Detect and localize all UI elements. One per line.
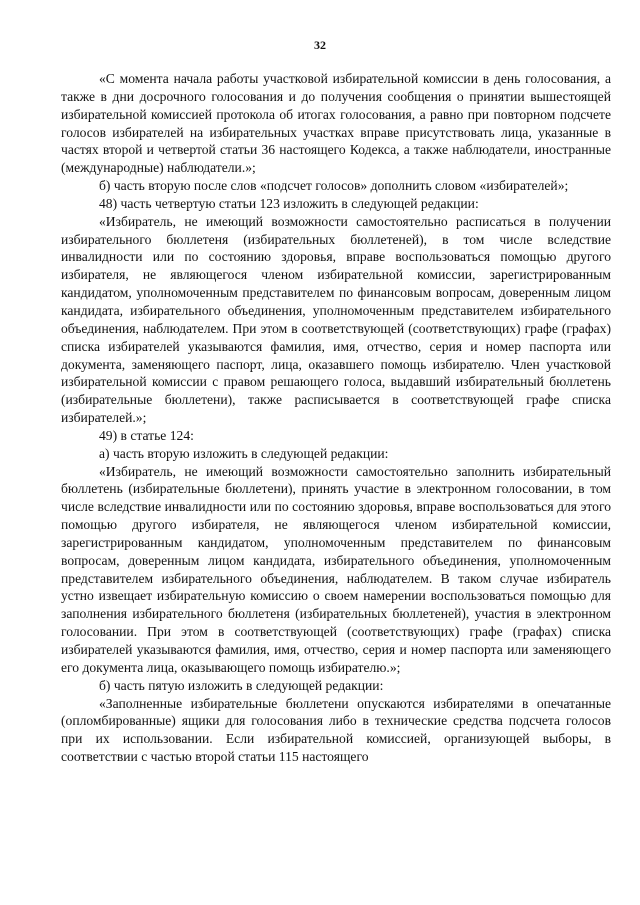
paragraph-item-49: 49) в статье 124: [99,427,194,443]
paragraph-item-48: 48) часть четвертую статьи 123 изложить в следующей редакции: [99,195,479,211]
page-number: 32 [314,38,326,52]
paragraph-quote-voter-assistance: «Избиратель, не имеющий возможности самостоятельно заполнить избирательный бюллетень (избирательные бюллетени), принять участие в электронном голосовании, в том числе вследствие инвалидности или по состоянию здоровья, вправе воспользоваться для этого помощью другого избирателя, не являющегося членом избирательной комиссии, зарегистрированным кандидатом, уполномоченным представителем по финансовым вопросам, доверенным лицом кандидата, избирательного объединения, уполномоченным представителем избирательного объединения, наблюдателем. В таком случае избиратель устно извещает избирательную комиссию о своем намерении воспользоваться помощью для заполнения избирательного бюллетеня (избирательных бюллетеней), участия в электронном голосовании. При этом в соответствующей (соответствующих) графе (графах) списка избирателей указываются фамилия, имя, отчество, серия и номер паспорта или заменяющего его документа лица, оказывающего помощь избирателю.»; [61,463,611,675]
paragraph-quote-voter-signature: «Избиратель, не имеющий возможности самостоятельно расписаться в получении избирательного бюллетеня (избирательных бюллетеней), в том числе вследствие инвалидности или по состоянию здоровья, вправе воспользоваться помощью другого избирателя, не являющегося членом избирательной комиссии, зарегистрированным кандидатом, уполномоченным представителем по финансовым вопросам, доверенным лицом кандидата, избирательного объединения, уполномоченным представителем избирательного объединения, наблюдателем. При этом в соответствующей (соответствующих) графе (графах) списка избирателей указываются фамилия, имя, отчество, серия и номер паспорта или документа, заменяющего паспорт, лица, оказавшего помощь избирателю. Член участковой избирательной комиссии с правом решающего голоса, выдавший избирательный бюллетень (избирательные бюллетени), также расписывается в соответствующей графе списка избирателей.»; [61,213,611,426]
paragraph-quote-observers: «С момента начала работы участковой избирательной комиссии в день голосования, а также в дни досрочного голосования и до получения сообщения о принятии вышестоящей избирательной комиссией протокола об итогах голосования, а равно при повторном подсчете голосов избирателей на избирательных участках вправе присутствовать лица, указанные в частях второй и четвертой статьи 36 настоящего Кодекса, а также наблюдатели, иностранные (международные) наблюдатели.»; [61,71,611,176]
paragraph-quote-ballots: «Заполненные избирательные бюллетени опускаются избирателями в опечатанные (опломбированные) ящики для голосования либо в технические средства подсчета голосов при их использовании. Если избирательной комиссией, организующей выборы, в соответствии с частью второй статьи 115 настоящего [61,695,611,765]
document-body [61,70,611,766]
paragraph-item-b-part-five: б) часть пятую изложить в следующей редакции: [99,677,384,693]
paragraph-item-a-part-two: а) часть вторую изложить в следующей редакции: [99,445,389,461]
paragraph-item-b-part-two: б) часть вторую после слов «подсчет голосов» дополнить словом «избирателей»; [99,178,569,194]
